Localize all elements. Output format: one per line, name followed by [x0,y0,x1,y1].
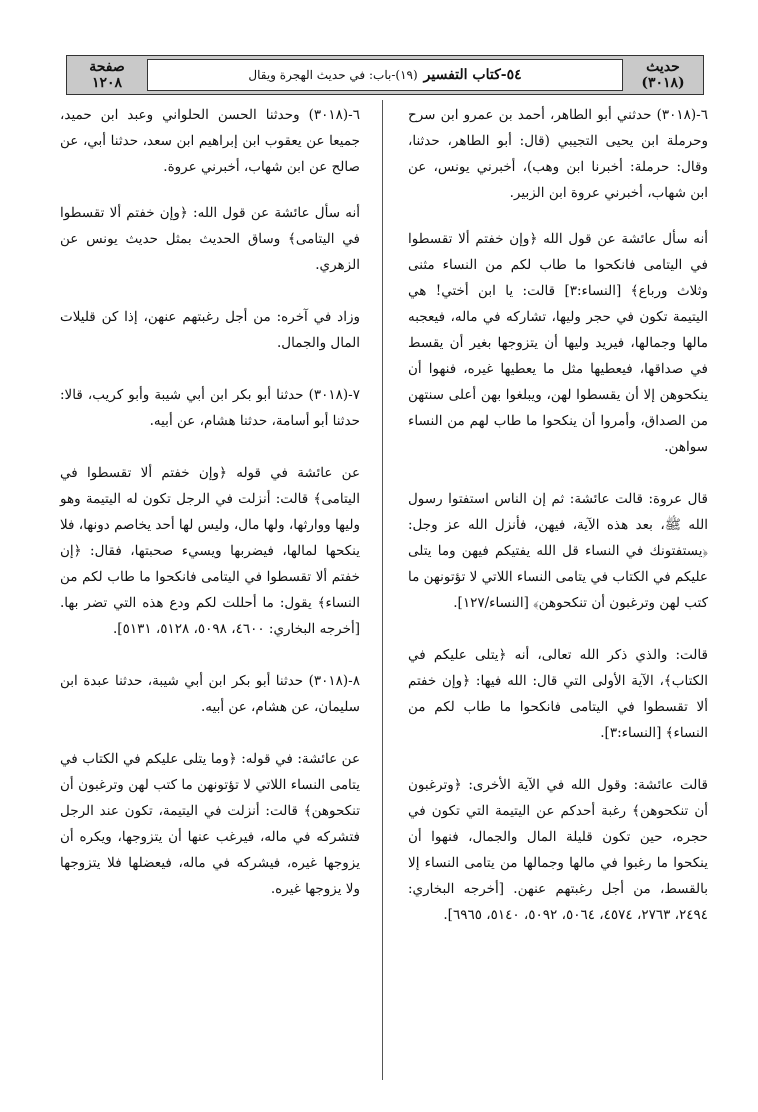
paragraph: ٨-(٣٠١٨) حدثنا أبو بكر ابن أبي شيبة، حدثنا عبدة ابن سليمان، عن هشام، عن أبيه. [60,673,360,715]
chapter-title: (١٩)-باب: في حديث الهجرة ويقال [248,68,418,82]
paragraph: عن عائشة في قوله ﴿وإن خفتم ألا تقسطوا في اليتامى﴾ قالت: أنزلت في الرجل تكون له اليتيمة وهو وليها ووارثها، ولها مال، وليس لها أحد يخاصم دونها، فلا ينكحها لمالها، فيضربها ويسيء صحبتها، فقال: ﴿إن خفتم ألا تقسطوا في اليتامى فانكحوا ما طاب لكم من النساء﴾ يقول: ما أحللت لكم ودع هذه التي تضر بها. [أخرجه البخاري: ٤٦٠٠، ٥٠٩٨، ٥١٢٨، ٥١٣١]. [60,465,360,637]
left-column [60,102,360,928]
paragraph: ٦-(٣٠١٨) حدثني أبو الطاهر، أحمد بن عمرو ابن سرح وحرملة ابن يحيى التجيبي (قال: أبو الطاهر، حدثنا، وقال: حرملة: أخبرنا ابن وهب)، أخبرني يونس، عن ابن شهاب، أخبرني عروة ابن الزبير. [408,107,708,201]
hadith-number: (٣٠١٨) [641,75,685,91]
paragraph: قال عروة: قالت عائشة: ثم إن الناس استفتوا رسول الله ﷺ، بعد هذه الآية، فيهن، فأنزل الله عز وجل: ﴿يستفتونك في النساء قل الله يفتيكم فيهن وما يتلى عليكم في الكتاب في يتامى النساء اللاتي لا تؤتونهن ما كتب لهن وترغبون أن تنكحوهن﴾ [النساء/١٢٧]. [408,491,708,611]
paragraph: وزاد في آخره: من أجل رغبتهم عنهن، إذا كن قليلات المال والجمال. [60,309,360,351]
page-number-box [67,56,147,94]
hadith-label: حديث [646,59,680,75]
page-number: ١٢٠٨ [91,75,123,91]
book-title: ٥٤-كتاب التفسير [423,67,522,83]
paragraph: ٧-(٣٠١٨) حدثنا أبو بكر ابن أبي شيبة وأبو كريب، قالا: حدثنا أبو أسامة، حدثنا هشام، عن أبيه. [60,387,360,429]
paragraph: ٦-(٣٠١٨) وحدثنا الحسن الحلواني وعبد ابن حميد، جميعا عن يعقوب ابن إبراهيم ابن سعد، حدثنا أبي، عن صالح عن ابن شهاب، أخبرني عروة. [60,107,360,175]
paragraph: عن عائشة: في قوله: ﴿وما يتلى عليكم في الكتاب في يتامى النساء اللاتي لا تؤتونهن ما كتب لهن وترغبون أن تنكحوهن﴾ قالت: أنزلت في اليتيمة، تكون عند الرجل فتشركه في ماله، فيرغب عنها أن يتزوجها، ويكره أن يزوجها غيره، فيشركه في ماله، فيعضلها فلا يتزوجها ولا يزوجها غيره. [60,751,360,897]
chapter-title-box [147,59,623,91]
column-divider [382,100,383,1080]
page-header [66,55,704,95]
paragraph: أنه سأل عائشة عن قول الله ﴿وإن خفتم ألا تقسطوا في اليتامى فانكحوا ما طاب لكم من النساء مثنى وثلاث ورباع﴾ [النساء:٣] قالت: يا ابن أختي! هي اليتيمة تكون في حجر وليها، تشاركه في ماله، فيعجبه مالها وجمالها، فيريد وليها أن يتزوجها بغير أن يقسط في صداقها، فيعطيها مثل ما يعطيها غيره، فنهوا أن ينكحوهن إلا أن يقسطوا لهن، ويبلغوا بهن أعلى سنتهن من الصداق، وأمروا أن ينكحوا ما طاب لهم من النساء سواهن. [408,231,708,455]
right-column [408,102,708,954]
page-label: صفحة [89,59,125,75]
paragraph: أنه سأل عائشة عن قول الله: ﴿وإن خفتم ألا تقسطوا في اليتامى﴾ وساق الحديث بمثل حديث يونس عن الزهري. [60,205,360,273]
paragraph: قالت: والذي ذكر الله تعالى، أنه ﴿يتلى عليكم في الكتاب﴾، الآية الأولى التي قال: الله فيها: ﴿وإن خفتم ألا تقسطوا في اليتامى فانكحوا ما طاب لكم من النساء﴾ [النساء:٣]. [408,647,708,741]
paragraph: قالت عائشة: وقول الله في الآية الأخرى: ﴿وترغبون أن تنكحوهن﴾ رغبة أحدكم عن اليتيمة التي تكون في حجره، حين تكون قليلة المال والجمال، فنهوا أن ينكحوا ما رغبوا في مالها وجمالها من يتامى النساء إلا بالقسط، من أجل رغبتهم عنهن. [أخرجه البخاري: ٢٤٩٤، ٢٧٦٣، ٤٥٧٤، ٥٠٦٤، ٥٠٩٢، ٥١٤٠، ٦٩٦٥]. [408,777,708,923]
hadith-number-box [623,56,703,94]
